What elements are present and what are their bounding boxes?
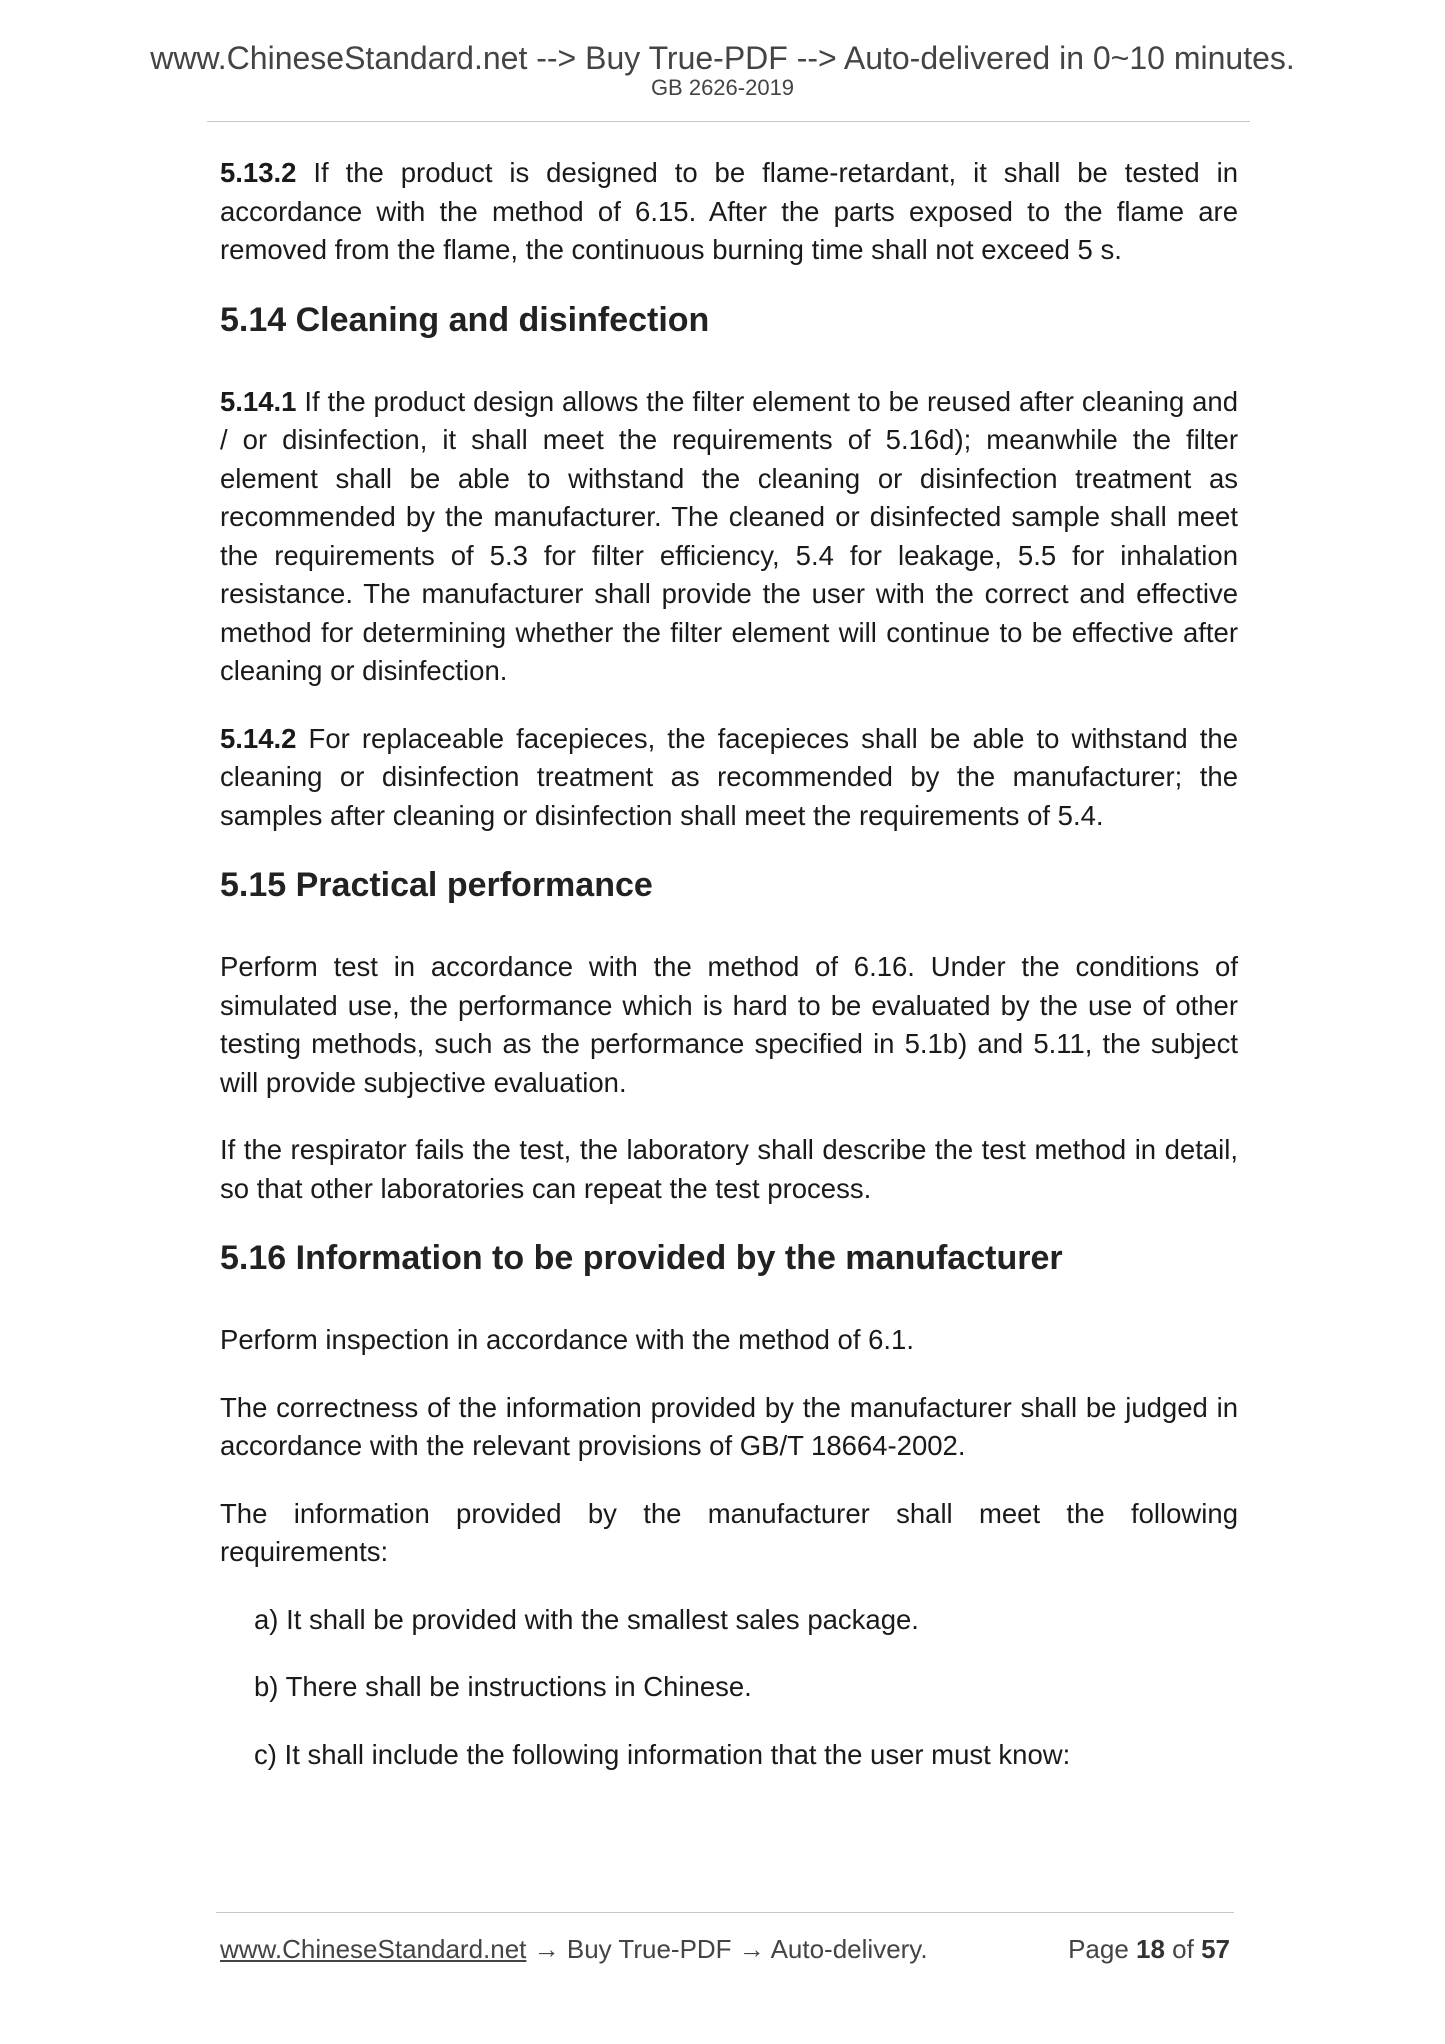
standard-code: GB 2626-2019	[650, 75, 795, 100]
total-pages: 57	[1201, 1934, 1230, 1964]
clause-5-14-2	[220, 720, 1238, 836]
clause-number: 5.14.2	[220, 722, 297, 754]
section-heading-5-14: 5.14 Cleaning and disinfection	[220, 300, 710, 339]
page-number	[1068, 1932, 1230, 1966]
footer-site-link[interactable]: www.ChineseStandard.net	[220, 1934, 527, 1964]
clause-number: 5.13.2	[220, 157, 297, 188]
list-item: a) It shall be provided with the smallest sales package.	[254, 1603, 919, 1635]
clause-5-14-1	[220, 383, 1238, 691]
clause-text: If the product is designed to be flame-retardant, it shall be tested in accordance with the method of 6.15. After the parts exposed to the flame are removed from the flame, the continuous burning time shall not exceed 5 s.	[220, 157, 1238, 265]
footer-promo-text: → Buy True-PDF → Auto-delivery.	[526, 1934, 928, 1964]
current-page: 18	[1136, 1934, 1165, 1964]
section-heading-5-16: 5.16 Information to be provided by the manufacturer	[220, 1239, 1063, 1277]
requirements-list	[220, 1601, 1238, 1775]
page-label: Page	[1068, 1934, 1137, 1964]
paragraph: Perform test in accordance with the method of 6.16. Under the conditions of simulated use, the performance which is hard to be evaluated by the use of other testing methods, such as the performance specified in 5.1b) and 5.11, the subject will provide subjective evaluation.	[220, 951, 1238, 1098]
paragraph: The information provided by the manufacturer shall meet the following requirements:	[220, 1497, 1238, 1567]
footer-divider	[216, 1912, 1234, 1913]
list-item: c) It shall include the following information that the user must know:	[254, 1738, 1071, 1770]
section-heading-5-15: 5.15 Practical performance	[220, 866, 653, 904]
clause-text: If the product design allows the filter element to be reused after cleaning and / or disinfection, it shall meet the requirements of 5.16d); meanwhile the filter element shall be able to withstand the cleaning or disinfection treatment as recommended by the manufacturer. The cleaned or disinfected sample shall meet the requirements of 5.3 for filter efficiency, 5.4 for leakage, 5.5 for inhalation resistance. The manufacturer shall provide the user with the correct and effective method for determining whether the filter element will continue to be effective after cleaning or disinfection.	[220, 385, 1238, 686]
of-label: of	[1164, 1934, 1202, 1964]
header-banner: www.ChineseStandard.net --> Buy True-PDF --> Auto-delivered in 0~10 minutes.	[150, 40, 1295, 76]
page-content	[220, 154, 1238, 1803]
clause-text: For replaceable facepieces, the facepieces shall be able to withstand the cleaning or disinfection treatment as recommended by the manufacturer; the samples after cleaning or disinfection shall meet the requirements of 5.4.	[220, 722, 1238, 831]
clause-number: 5.14.1	[220, 385, 297, 417]
paragraph: Perform inspection in accordance with the method of 6.1.	[220, 1324, 914, 1355]
paragraph: If the respirator fails the test, the laboratory shall describe the test method in detail, so that other laboratories can repeat the test process.	[220, 1134, 1238, 1204]
footer-promo	[220, 1932, 928, 1966]
header-divider	[207, 121, 1250, 122]
list-item: b) There shall be instructions in Chinese.	[254, 1671, 752, 1702]
clause-5-13-2	[220, 154, 1238, 270]
paragraph: The correctness of the information provided by the manufacturer shall be judged in accordance with the relevant provisions of GB/T 18664-2002.	[220, 1391, 1238, 1461]
